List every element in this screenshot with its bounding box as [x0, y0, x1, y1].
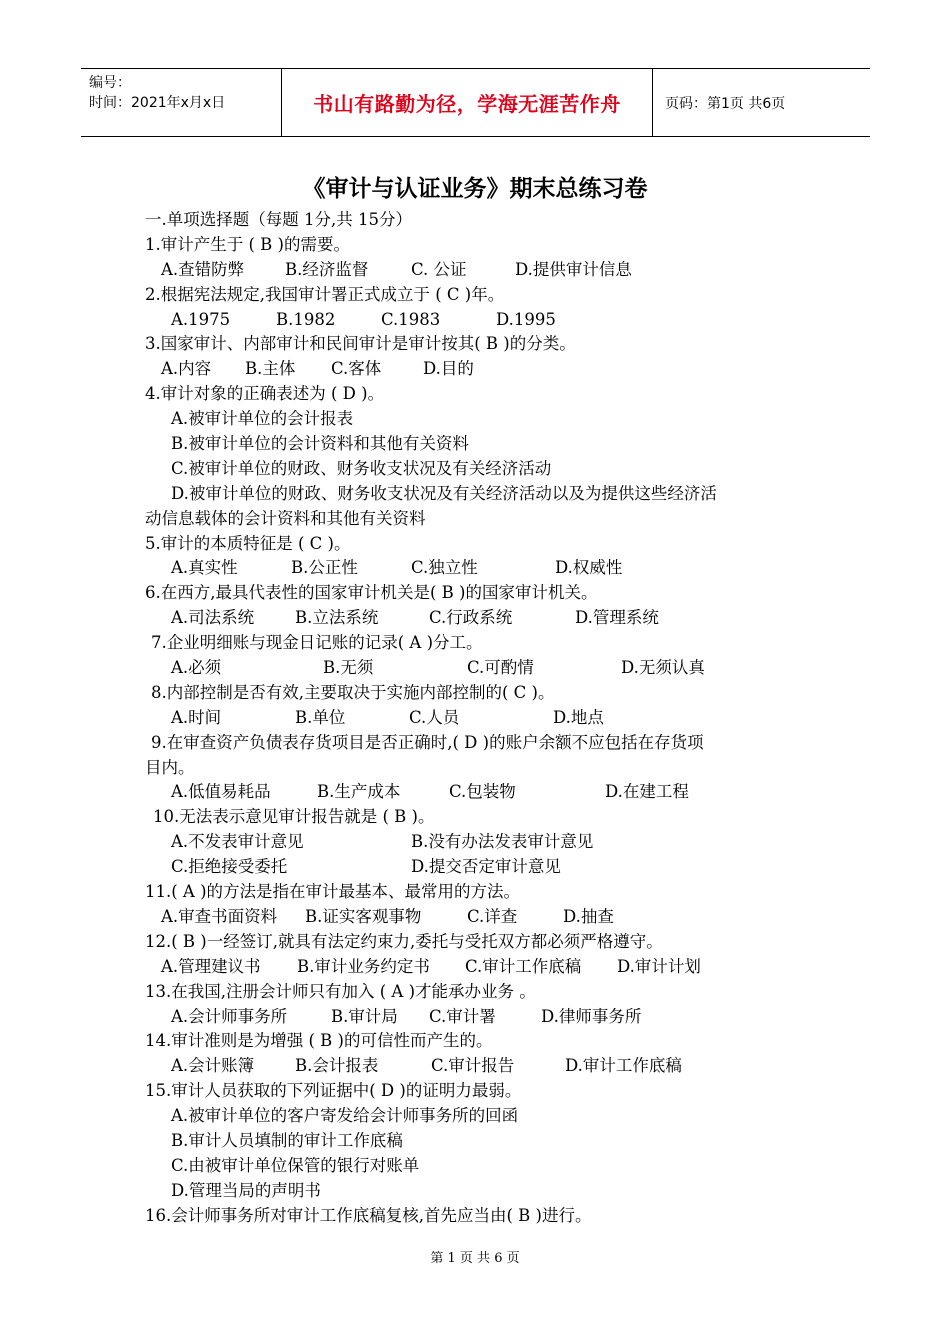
- answer-option: B.审计局: [331, 1006, 398, 1026]
- option-row: [145, 706, 815, 731]
- option-row: [145, 357, 815, 382]
- answer-option: B.1982: [276, 309, 336, 329]
- page-footer: 第 1 页 共 6 页: [430, 1251, 520, 1266]
- answer-option: A.低值易耗品: [171, 782, 271, 802]
- option-row: [145, 780, 815, 805]
- answer-option: B.单位: [295, 707, 346, 727]
- question-line: B.被审计单位的会计资料和其他有关资料: [171, 434, 469, 454]
- answer-option: C.客体: [331, 359, 382, 379]
- option-row: [145, 258, 815, 283]
- answer-option: B.无须: [323, 658, 374, 678]
- answer-option: D.审计计划: [617, 956, 701, 976]
- answer-option: D.无须认真: [621, 658, 705, 678]
- answer-option: B.主体: [245, 359, 296, 379]
- question-line: 13.在我国,注册会计师只有加入 ( A )才能承办业务 。: [145, 981, 536, 1001]
- answer-option: C.行政系统: [429, 608, 513, 628]
- document-number-label: 编号：: [89, 75, 131, 91]
- option-row: [145, 830, 815, 855]
- answer-option: A.会计账簿: [171, 1056, 255, 1076]
- question-line: 6.在西方,最具代表性的国家审计机关是( B )的国家审计机关。: [145, 583, 598, 603]
- answer-option: C.独立性: [411, 558, 478, 578]
- question-line: C.由被审计单位保管的银行对账单: [171, 1155, 420, 1175]
- question-line: 9.在审查资产负债表存货项目是否正确时,( D )的账户余额不应包括在存货项: [151, 732, 704, 752]
- option-row: [145, 955, 815, 980]
- answer-option: A.时间: [171, 707, 222, 727]
- question-line: 动信息载体的会计资料和其他有关资料: [145, 508, 426, 528]
- question-line: 12.( B )一经签订,就具有法定约束力,委托与受托双方都必须严格遵守。: [145, 931, 663, 951]
- option-row: [145, 606, 815, 631]
- option-row: [145, 308, 815, 333]
- answer-option: D.律师事务所: [541, 1006, 642, 1026]
- option-row: [145, 556, 815, 581]
- question-line: C.被审计单位的财政、财务收支状况及有关经济活动: [171, 458, 552, 478]
- answer-option: B.经济监督: [285, 259, 369, 279]
- question-lines: [145, 233, 815, 1229]
- answer-option: A.不发表审计意见: [171, 832, 304, 852]
- question-line: 5.审计的本质特征是 ( C )。: [145, 533, 351, 553]
- answer-option: B.审计业务约定书: [297, 956, 430, 976]
- option-row: [145, 905, 815, 930]
- answer-option: D.管理系统: [575, 608, 659, 628]
- answer-option: A.必须: [171, 658, 222, 678]
- answer-option: C. 公证: [411, 259, 467, 279]
- question-line: B.审计人员填制的审计工作底稿: [171, 1130, 403, 1150]
- option-row: [145, 1054, 815, 1079]
- option-row: [145, 1005, 815, 1030]
- question-line: A.被审计单位的客户寄发给会计师事务所的回函: [171, 1106, 519, 1126]
- header-motto: 书山有路勤为径，学海无涯苦作舟: [281, 69, 653, 136]
- question-line: D.管理当局的声明书: [171, 1180, 321, 1200]
- answer-option: C.1983: [381, 309, 441, 329]
- answer-option: B.生产成本: [317, 782, 401, 802]
- question-line: 4.审计对象的正确表述为 ( D )。: [145, 384, 385, 404]
- question-line: 3.国家审计、内部审计和民间审计是审计按其( B )的分类。: [145, 334, 576, 354]
- answer-option: D.提交否定审计意见: [411, 857, 561, 877]
- question-line: A.被审计单位的会计报表: [171, 409, 354, 429]
- answer-option: B.公正性: [291, 558, 358, 578]
- answer-option: A.会计师事务所: [171, 1006, 288, 1026]
- question-line: 1.审计产生于 ( B )的需要。: [145, 234, 350, 254]
- answer-option: A.审查书面资料: [161, 906, 278, 926]
- question-line: D.被审计单位的财政、财务收支状况及有关经济活动以及为提供这些经济活: [171, 483, 717, 503]
- answer-option: B.立法系统: [295, 608, 379, 628]
- answer-option: B.会计报表: [295, 1056, 379, 1076]
- answer-option: B.证实客观事物: [305, 906, 422, 926]
- answer-option: B.没有办法发表审计意见: [411, 832, 594, 852]
- answer-option: A.司法系统: [171, 608, 255, 628]
- question-line: 11.( A )的方法是指在审计最基本、最常用的方法。: [145, 882, 521, 902]
- answer-option: A.管理建议书: [161, 956, 261, 976]
- answer-option: D.1995: [496, 309, 556, 329]
- answer-option: A.1975: [171, 309, 231, 329]
- document-date-label: 时间：2021年x月x日: [89, 95, 226, 111]
- answer-option: A.内容: [161, 359, 212, 379]
- answer-option: A.真实性: [171, 558, 238, 578]
- answer-option: C.人员: [409, 707, 460, 727]
- answer-option: D.在建工程: [605, 782, 689, 802]
- answer-option: D.审计工作底稿: [565, 1056, 682, 1076]
- question-line: 16.会计师事务所对审计工作底稿复核,首先应当由( B )进行。: [145, 1205, 592, 1225]
- section-heading: 一.单项选择题（每题 1分,共 15分）: [145, 210, 412, 229]
- answer-option: C.包装物: [449, 782, 516, 802]
- answer-option: C.审计报告: [431, 1056, 515, 1076]
- answer-option: C.审计署: [429, 1006, 496, 1026]
- answer-option: D.抽查: [563, 906, 614, 926]
- header-page-label: 页码：第1页 共6页: [665, 95, 786, 112]
- header-meta: [81, 69, 281, 136]
- answer-option: C.可酌情: [467, 658, 534, 678]
- answer-option: D.权威性: [555, 558, 623, 578]
- document-title: 《审计与认证业务》期末总练习卷: [302, 176, 648, 202]
- answer-option: A.查错防弊: [161, 259, 245, 279]
- question-line: 2.根据宪法规定,我国审计署正式成立于 ( C )年。: [145, 284, 505, 304]
- answer-option: C.审计工作底稿: [465, 956, 582, 976]
- question-line: 7.企业明细账与现金日记账的记录( A )分工。: [151, 633, 483, 653]
- answer-option: D.提供审计信息: [515, 259, 632, 279]
- question-line: 8.内部控制是否有效,主要取决于实施内部控制的( C )。: [151, 682, 555, 702]
- answer-option: C.拒绝接受委托: [171, 857, 288, 877]
- option-row: [145, 656, 815, 681]
- question-line: 15.审计人员获取的下列证据中( D )的证明力最弱。: [145, 1081, 522, 1101]
- option-row: [145, 855, 815, 880]
- question-body: [145, 208, 815, 1229]
- question-line: 10.无法表示意见审计报告就是 ( B )。: [153, 807, 435, 827]
- page-header: [81, 68, 870, 137]
- answer-option: D.地点: [553, 707, 604, 727]
- question-line: 目内。: [145, 757, 195, 777]
- question-line: 14.审计准则是为增强 ( B )的可信性而产生的。: [145, 1031, 493, 1051]
- answer-option: C.详查: [467, 906, 518, 926]
- answer-option: D.目的: [423, 359, 474, 379]
